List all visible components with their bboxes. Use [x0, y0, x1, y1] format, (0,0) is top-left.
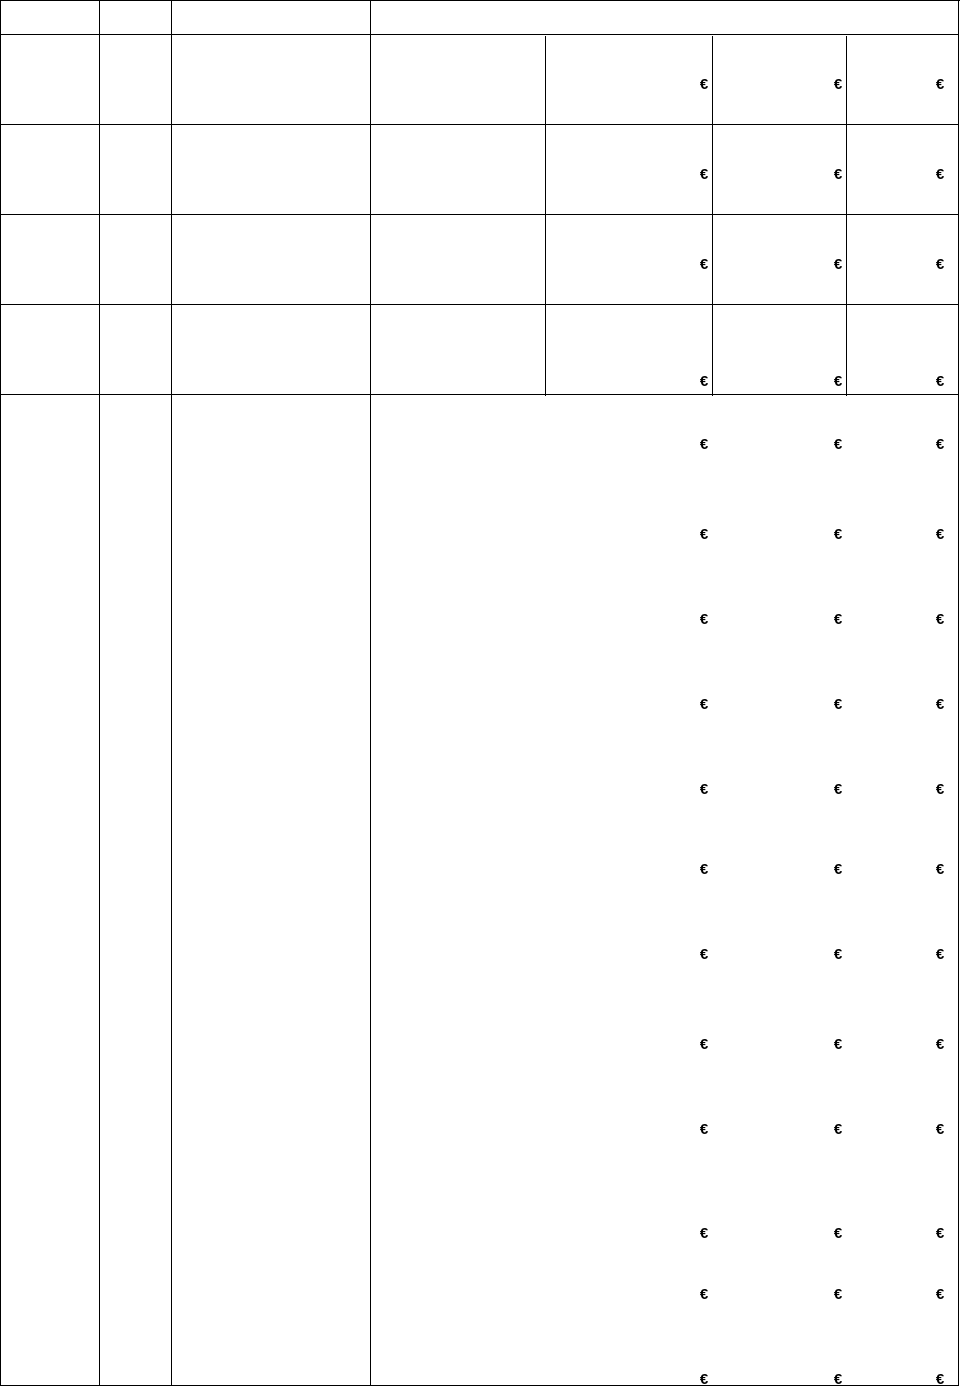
euro-sign: €: [935, 1371, 945, 1388]
euro-sign: €: [935, 696, 945, 713]
table-row-divider: [0, 304, 958, 305]
euro-sign: €: [699, 1371, 709, 1388]
euro-sign: €: [935, 436, 945, 453]
euro-sign: €: [935, 1286, 945, 1303]
euro-sign: €: [699, 611, 709, 628]
euro-sign: €: [833, 611, 843, 628]
euro-sign: €: [935, 256, 945, 273]
euro-sign: €: [935, 861, 945, 878]
euro-sign: €: [699, 696, 709, 713]
value-column-divider: [545, 36, 546, 396]
euro-sign: €: [935, 166, 945, 183]
table-column-divider: [99, 0, 100, 1386]
euro-sign: €: [833, 1036, 843, 1053]
euro-sign: €: [935, 1036, 945, 1053]
table-column-divider: [0, 0, 1, 1386]
euro-sign: €: [699, 436, 709, 453]
euro-sign: €: [833, 76, 843, 93]
euro-sign: €: [833, 436, 843, 453]
euro-sign: €: [935, 1225, 945, 1242]
euro-sign: €: [699, 1225, 709, 1242]
euro-sign: €: [699, 861, 709, 878]
euro-sign: €: [833, 373, 843, 390]
euro-sign: €: [935, 1121, 945, 1138]
euro-sign: €: [699, 781, 709, 798]
euro-sign: €: [935, 76, 945, 93]
euro-sign: €: [699, 1286, 709, 1303]
euro-sign: €: [935, 526, 945, 543]
euro-sign: €: [833, 861, 843, 878]
table-row-divider: [0, 0, 960, 1]
table-row-divider: [0, 124, 958, 125]
table-column-divider: [958, 0, 959, 1386]
table-column-divider: [370, 0, 371, 1386]
euro-sign: €: [699, 166, 709, 183]
euro-sign: €: [699, 1121, 709, 1138]
euro-sign: €: [833, 526, 843, 543]
table-row-divider: [0, 214, 958, 215]
euro-sign: €: [833, 1286, 843, 1303]
euro-sign: €: [833, 696, 843, 713]
euro-sign: €: [935, 946, 945, 963]
euro-sign: €: [699, 373, 709, 390]
table-row-divider: [0, 34, 958, 35]
euro-sign: €: [935, 781, 945, 798]
euro-sign: €: [833, 1371, 843, 1388]
euro-sign: €: [833, 1121, 843, 1138]
euro-sign: €: [935, 611, 945, 628]
euro-sign: €: [833, 946, 843, 963]
table-column-divider: [171, 0, 172, 1386]
euro-sign: €: [699, 76, 709, 93]
euro-sign: €: [833, 781, 843, 798]
euro-sign: €: [699, 526, 709, 543]
euro-sign: €: [833, 256, 843, 273]
euro-sign: €: [935, 373, 945, 390]
euro-sign: €: [699, 946, 709, 963]
euro-sign: €: [699, 1036, 709, 1053]
euro-sign: €: [833, 166, 843, 183]
table-row-divider: [0, 394, 958, 395]
euro-sign: €: [699, 256, 709, 273]
euro-sign: €: [833, 1225, 843, 1242]
